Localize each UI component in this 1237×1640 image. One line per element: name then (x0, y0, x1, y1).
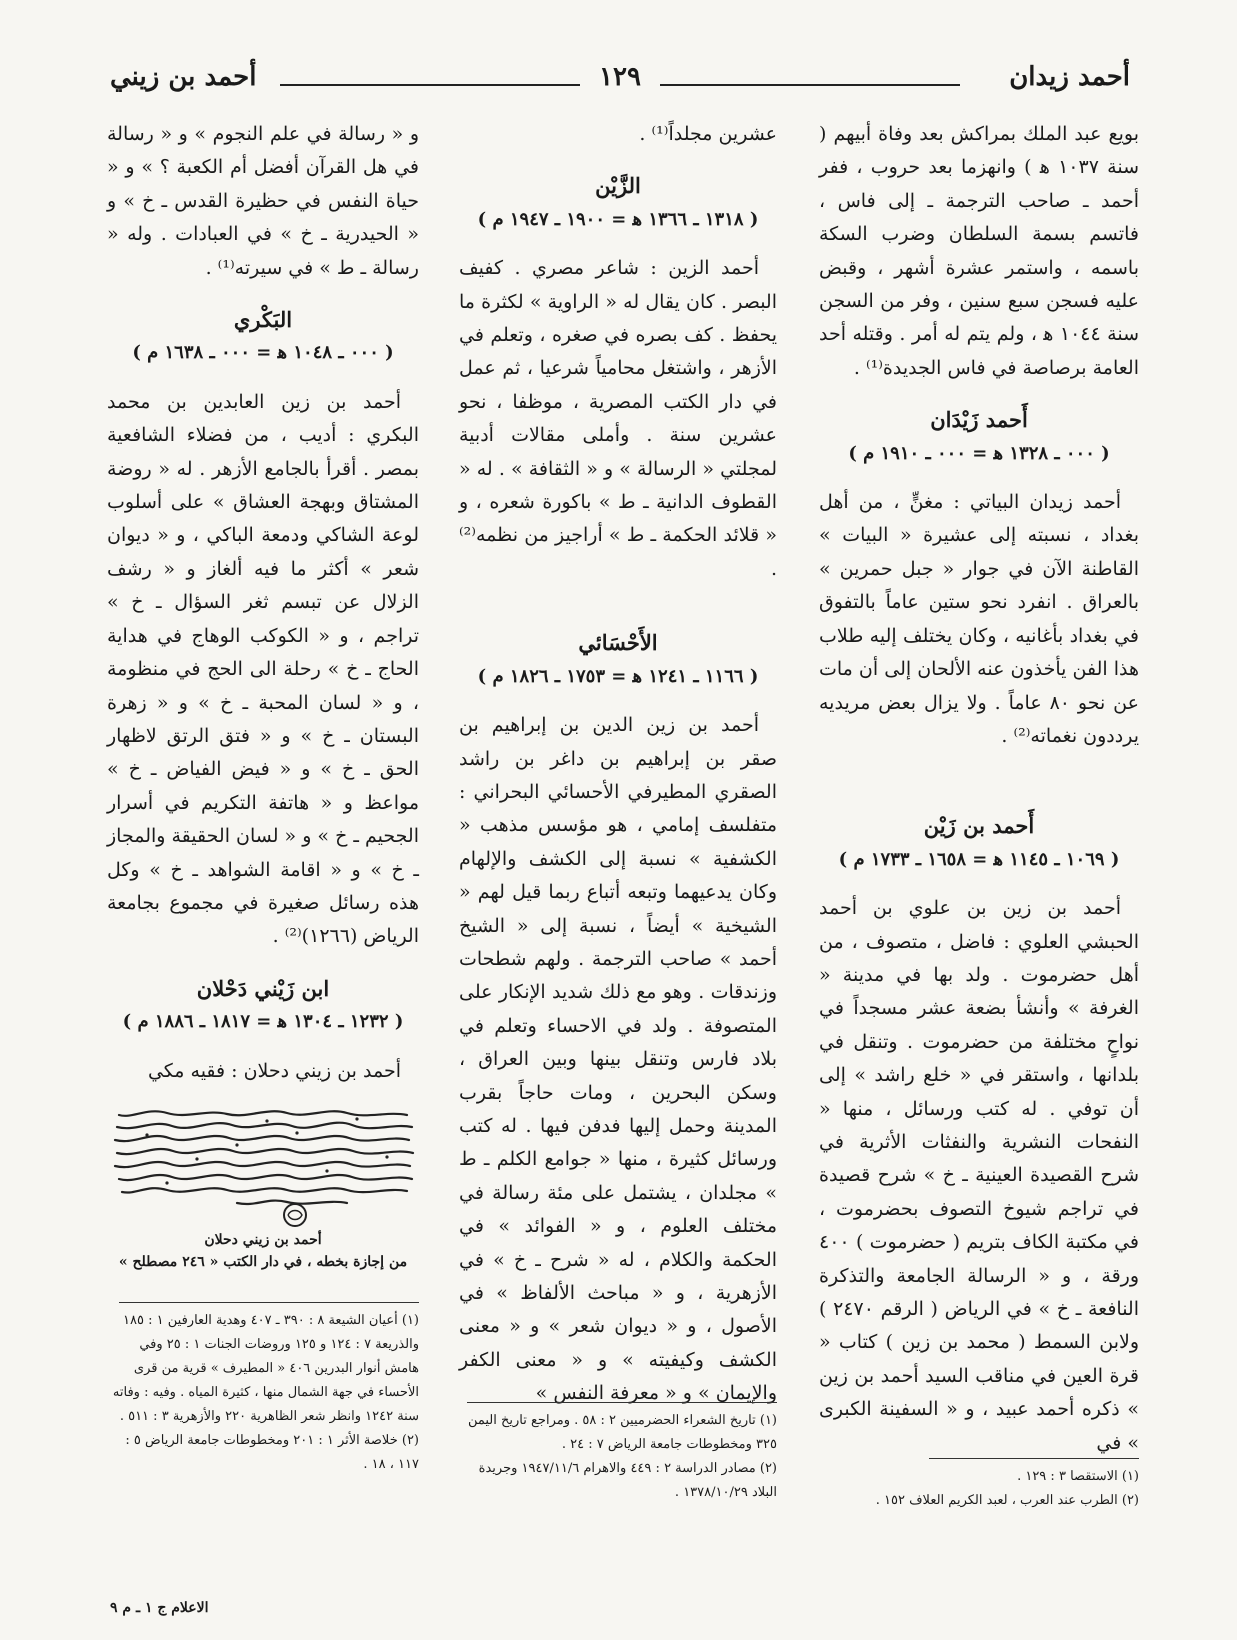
footnote: (٢) الطرب عند العرب ، لعبد الكريم العلاف ١٥٢ . (875, 1493, 1139, 1508)
footnotes-right (819, 1458, 1139, 1513)
manuscript-image (107, 1107, 419, 1227)
continuation-paragraph: و « رسالة في علم النجوم » و « رسالة في هل القرآن أفضل أم الكعبة ؟ » و « حياة النفس في حظيرة القدس ـ خ » و « الحيدرية ـ خ » في العبادات . وله « رسالة ـ ط » في سيرته⁽¹⁾ . (107, 123, 419, 279)
entry-body: أحمد زيدان البياتي : مغنٍّ ، من أهل بغداد ، نسبته إلى عشيرة « البيات » القاطنة الآن في جوار « جبل حمرين » بالعراق . انفرد نحو ستين عاماً بالتفوق في بغداد بأغانيه ، وكان يختلف إليه طلاب هذا الفن يأخذون عنه الألحان إلى أن مات عن نحو ٨٠ عاماً . ولا يزال بعض مريديه يرددون نغماته⁽²⁾ . (819, 491, 1139, 747)
page-number: ١٢٩ (599, 62, 641, 92)
entry-body: أحمد الزين : شاعر مصري . كفيف البصر . كان يقال له « الراوية » لكثرة ما يحفظ . كف بصره في صغره ، وتعلم في الأزهر ، واشتغل محامياً شرعيا ، ثم عمل في دار الكتب المصرية ، موظفا ، نحو عشرين سنة . وأملى مقالات أدبية لمجلتي « الرسالة » و « الثقافة » . له « القطوف الدانية ـ ط » باكورة شعره ، و « قلائد الحكمة ـ ط » أراجيز من نظمه⁽²⁾ . (459, 257, 777, 580)
column-left (107, 118, 419, 1088)
footnote: (١) تاريخ الشعراء الحضرميين ٢ : ٥٨ . ومراجع تاريخ اليمن ٣٢٥ ومخطوطات جامعة الرياض ٧ : ٢٤ . (467, 1413, 777, 1452)
continuation-paragraph: عشرين مجلداً⁽¹⁾ . (639, 123, 777, 145)
running-title-right: أحمد زيدان (1009, 62, 1130, 92)
footnotes-left (107, 1302, 419, 1477)
entry-dates: ( ١٠٦٩ ـ ١١٤٥ ﻫ = ١٦٥٨ ـ ١٧٣٣ م ) (838, 848, 1120, 870)
entry-dates: ( ٠٠٠ ـ ١٠٤٨ ﻫ = ٠٠٠ ـ ١٦٣٨ م ) (132, 342, 394, 364)
column-middle (459, 118, 777, 1411)
footnote: (١) أعيان الشيعة ٨ : ٣٩٠ ـ ٤٠٧ وهدية العارفين ١ : ١٨٥ والذريعة ٧ : ١٢٤ و ١٢٥ وروضات الجنات ١ : ٢٥ وفي هامش أنوار البدرين ٤٠٦ « المطيرف » قرية من قرى الأحساء في جهة الشمال منها ، كثيرة المياه . وفيه : وفاته سنة ١٢٤٢ وانظر شعر الظاهرية ٢٢٠ والأزهرية ٣ : ٥١١ . (112, 1313, 419, 1424)
footnote: (٢) خلاصة الأثر ١ : ٢٠١ ومخطوطات جامعة الرياض ٥ : ١١٧ ، ١٨ . (125, 1433, 419, 1472)
footnote-rule (929, 1458, 1139, 1459)
footnote-rule (467, 1402, 777, 1403)
entry-body: أحمد بن زين الدين بن إبراهيم بن صقر بن إبراهيم بن داغر بن راشد الصقري المطيرفي الأحسائي البحراني : متفلسف إمامي ، هو مؤسس مذهب « الكشفية » نسبة إلى الكشف والإلهام وكان يدعيهما وتبعه أتباع ربما قيل لهم « الشيخية » أيضاً ، نسبة إلى « الشيخ أحمد » صاحب الترجمة . ولهم شطحات وزندقات . وهو مع ذلك شديد الإنكار على المتصوفة . ولد في الاحساء وتعلم في بلاد فارس وتنقل بينها وبين العراق ، وسكن البحرين ، ومات حاجاً بقرب المدينة وحمل إليها فدفن فيها . له كتب ورسائل كثيرة ، منها « جوامع الكلم ـ ط » مجلدان ، يشتمل على مئة رسالة في مختلف العلوم ، و « الفوائد » في الحكمة والكلام ، له « شرح ـ خ » في الأزهرية ، و « مباحث الألفاظ » في الأصول ، و « ديوان شعر » و « معنى الكشف وكيفيته » و « معنى الكفر والإيمان » و « معرفة النفس » (459, 714, 777, 1405)
entry-title: الأَحْسَائي (578, 630, 658, 656)
image-caption-source: من إجازة بخطه ، في دار الكتب « ٢٤٦ مصطلح » (118, 1254, 408, 1270)
entry-dates: ( ١٢٣٢ ـ ١٣٠٤ ﻫ = ١٨١٧ ـ ١٨٨٦ م ) (122, 1011, 404, 1033)
footnote: (٢) مصادر الدراسة ٢ : ٤٤٩ والاهرام ١٩٤٧/١١/٦ وجريدة البلاد ١٣٧٨/١٠/٢٩ . (478, 1461, 777, 1500)
entry-title: أَحمد زَيْدَان (930, 407, 1028, 433)
running-title-left: أحمد بن زيني (110, 62, 257, 92)
header-rule-left (280, 84, 580, 86)
signature-mark: الاعلام ج ١ ـ م ٩ (110, 1600, 209, 1616)
entry-title: الزَّيْن (595, 173, 641, 199)
entry-title: البَكْري (233, 307, 293, 333)
page-header (110, 62, 1130, 102)
column-right (819, 118, 1139, 1460)
entry-body: أحمد بن زين العابدين بن محمد البكري : أديب ، من فضلاء الشافعية بمصر . أقرأ بالجامع الأزهر . له « روضة المشتاق وبهجة العشاق » على أسلوب لوعة الشاكي ودمعة الباكي ، و « ديوان شعر » أكثر ما فيه ألغاز و « رشف الزلال عن تبسم ثغر السؤال ـ خ » تراجم ، و « الكوكب الوهاج في هداية الحاج ـ خ » رحلة الى الحج في منظومة ، و « لسان المحبة ـ خ » و « زهرة البستان ـ خ » و « فتق الرتق لاظهار الحق ـ خ » و « فيض الفياض ـ خ » مواعظ و « هاتفة التكريم في أسرار الجحيم ـ خ » و « لسان الحقيقة والمجاز ـ خ » و « اقامة الشواهد ـ خ » وكل هذه رسائل صغيرة في مجموع بجامعة الرياض (١٢٦٦)⁽²⁾ . (107, 390, 419, 948)
footnote: (١) الاستقصا ٣ : ١٢٩ . (1017, 1469, 1139, 1484)
continuation-paragraph: بويع عبد الملك بمراكش بعد وفاة أبيهم ( سنة ١٠٣٧ ﻫ ) وانهزما بعد حروب ، ففر أحمد ـ صاحب الترجمة ـ إلى فاس ، فاتسم بسمة السلطان وضرب السكة باسمه ، واستمر عشرة أشهر ، وقبض عليه فسجن سبع سنين ، وفر من السجن سنة ١٠٤٤ ﻫ ، ولم يتم له أمر . وقتله أحد العامة برصاصة في فاس الجديدة⁽¹⁾ . (819, 123, 1140, 379)
header-rule-right (660, 84, 960, 86)
entry-title: أَحمد بن زَيْن (923, 813, 1035, 839)
entry-dates: ( ١٣١٨ ـ ١٣٦٦ ﻫ = ١٩٠٠ ـ ١٩٤٧ م ) (477, 208, 759, 230)
entry-dates: ( ١١٦٦ ـ ١٢٤١ ﻫ = ١٧٥٣ ـ ١٨٢٦ م ) (477, 665, 759, 687)
footnote-rule (119, 1302, 419, 1303)
entry-body: أحمد بن زين بن علوي بن أحمد الحبشي العلوي : فاضل ، متصوف ، من أهل حضرموت . ولد بها في مدينة « الغرفة » وأنشأ بضعة عشر مسجداً في نواحٍ مختلفة من حضرموت . وتنقل في بلدانها ، واستقر في « خلع راشد » إلى أن توفي . له كتب ورسائل ، منها « النفحات النشرية والنفثات الأثرية في شرح القصيدة العينية ـ خ » شرح قصيدة في تراجم شيوخ التصوف بحضرموت ، في مكتبة الكاف بتريم ( حضرموت ) ٤٠٠ ورقة ، و « الرسالة الجامعة والتذكرة النافعة ـ خ » في الرياض ( الرقم ٢٤٧٠ ) ولابن السمط ( محمد بن زين ) كتاب « قرة العين في مناقب السيد أحمد بن زين » ذكره أحمد عبيد ، و « السفينة الكبرى » في (819, 897, 1139, 1454)
entry-title: ابن زَيْني دَحْلان (196, 975, 330, 1001)
footnotes-middle (459, 1402, 777, 1505)
entry-dates: ( ٠٠٠ ـ ١٣٢٨ ﻫ = ٠٠٠ ـ ١٩١٠ م ) (848, 442, 1110, 464)
entry-body: أحمد بن زيني دحلان : فقيه مكي (147, 1059, 401, 1082)
image-caption-name: أحمد بن زيني دحلان (204, 1232, 322, 1248)
